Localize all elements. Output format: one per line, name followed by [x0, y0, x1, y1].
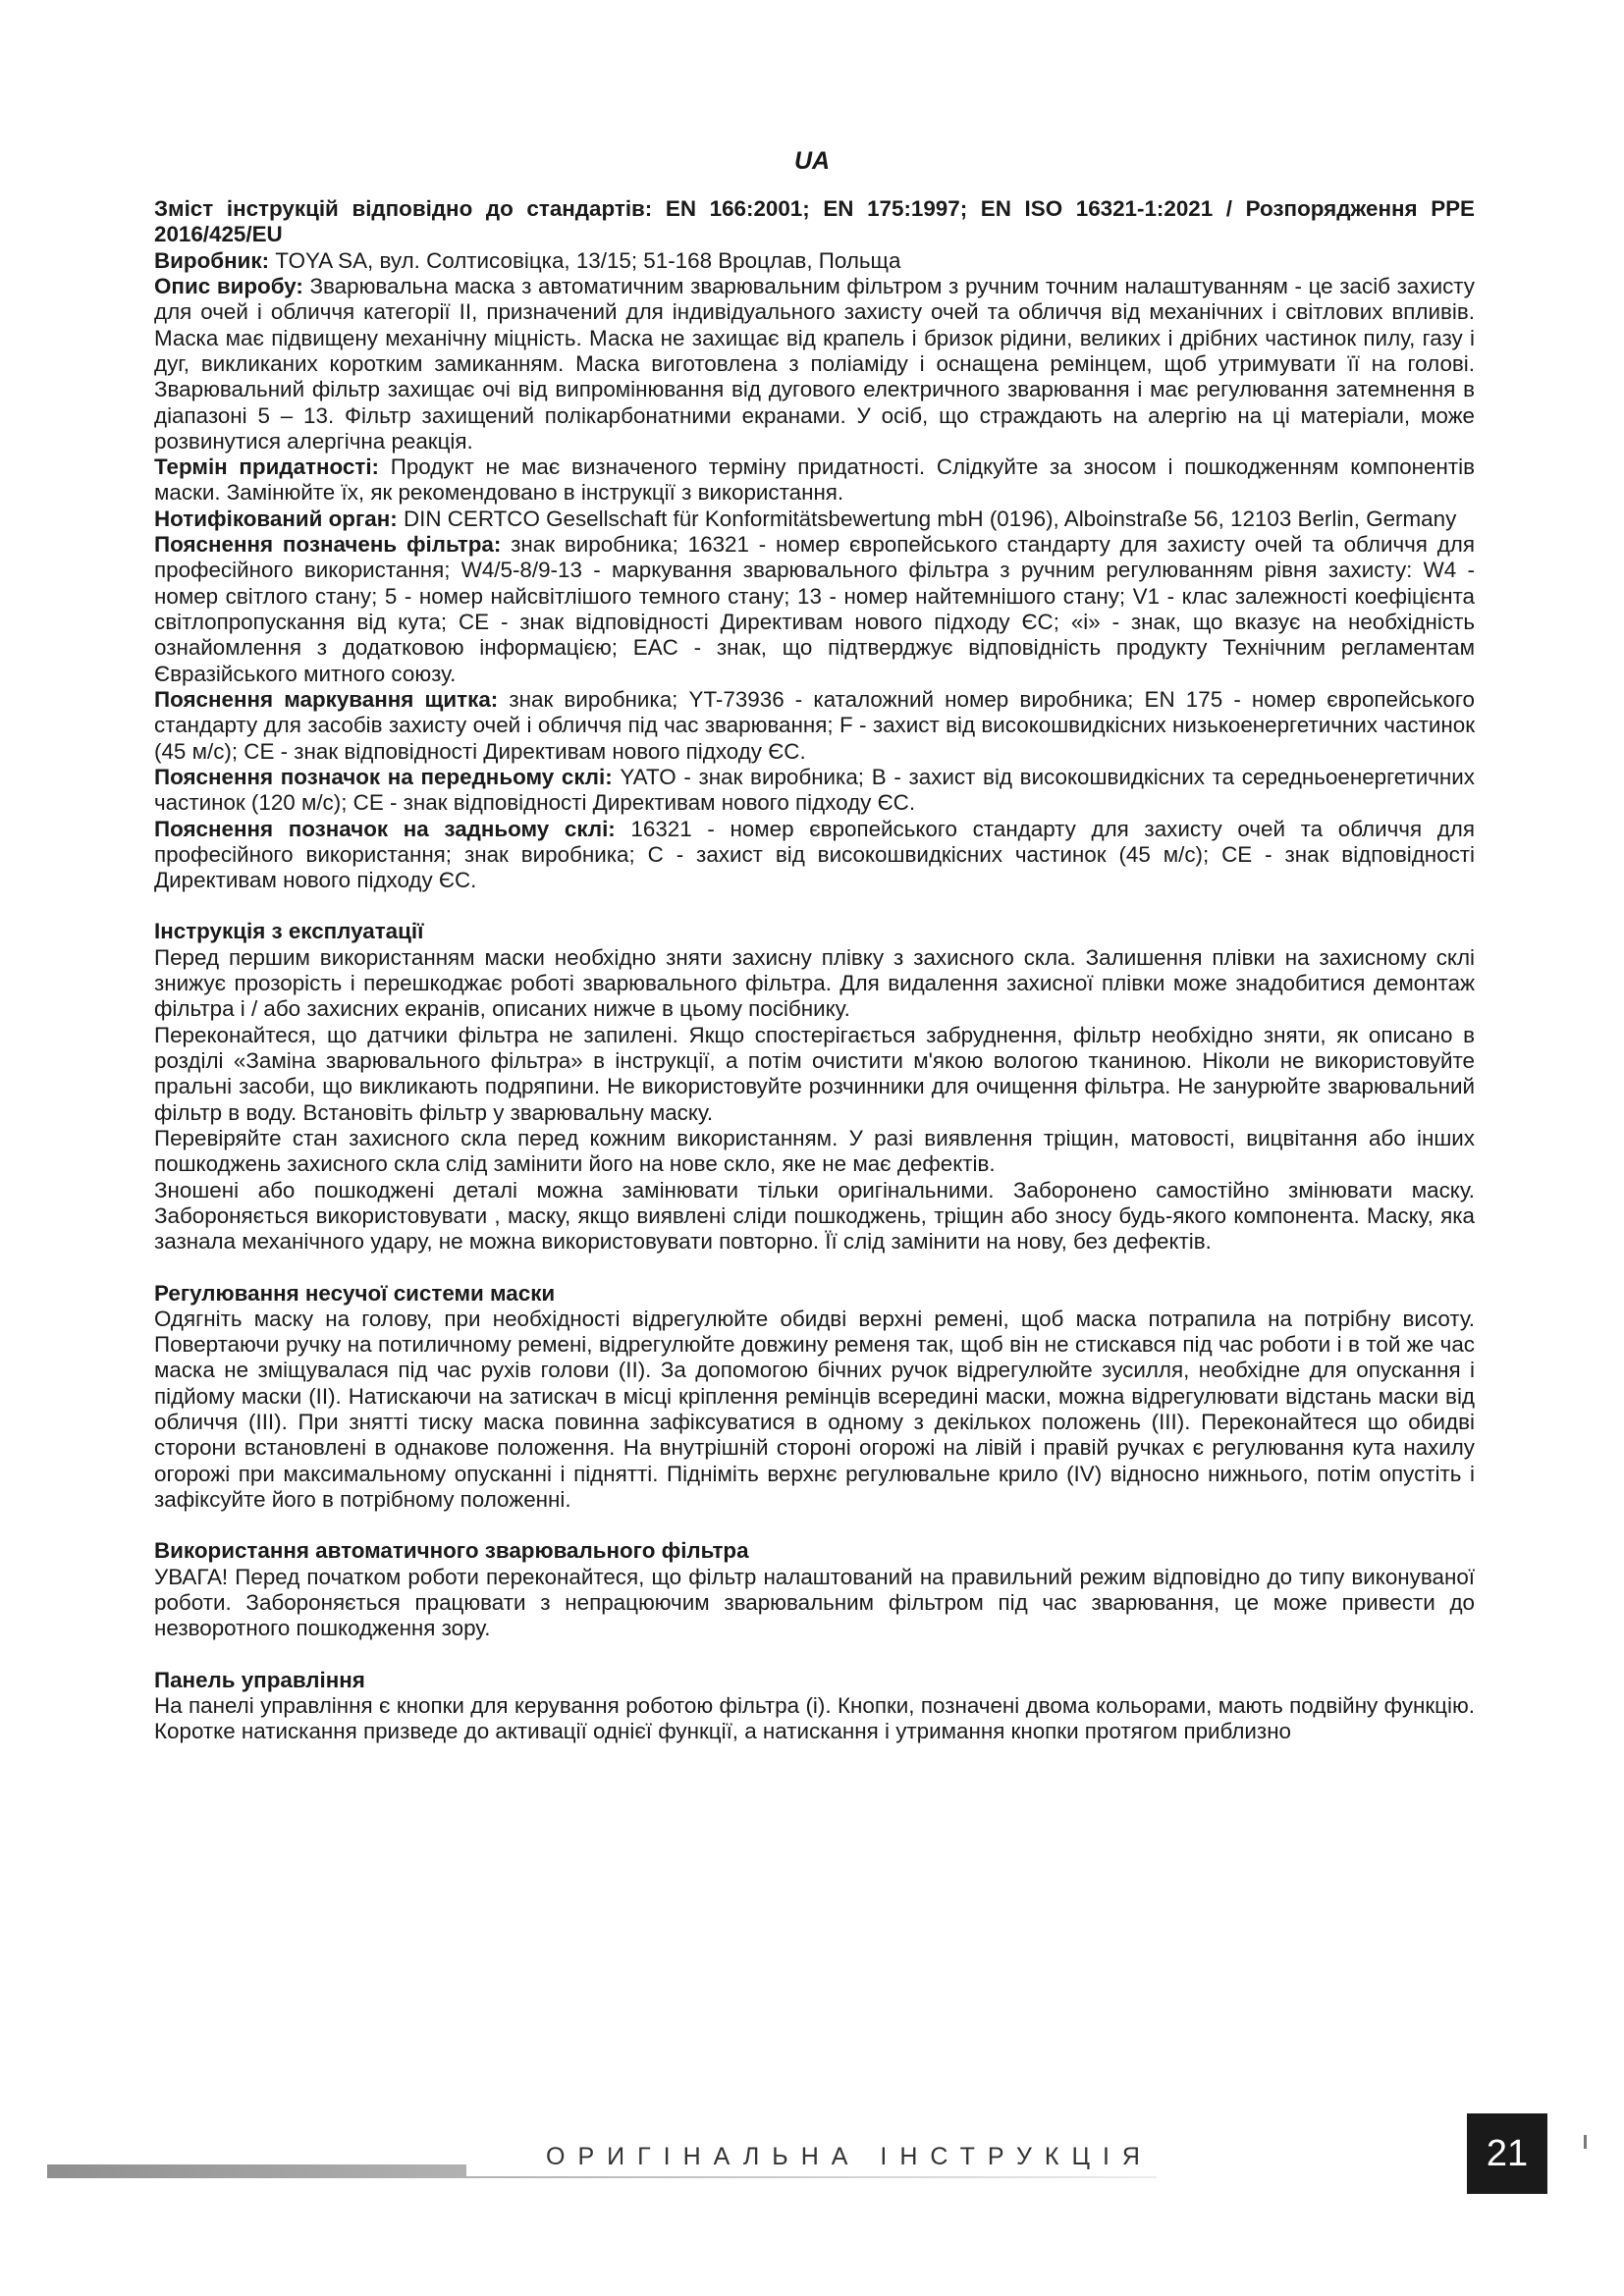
auto-filter-heading: Використання автоматичного зварювального фільтра — [154, 1538, 749, 1564]
description-label: Опис виробу: — [154, 273, 303, 298]
edge-mark — [1584, 2135, 1587, 2149]
front-glass-label: Пояснення позначок на передньому склі: — [154, 764, 613, 789]
filter-marking-text: знак виробника; 16321 - номер європейського стандарту для захисту очей та обличчя для професійного використання; W4/5-8/9-13 - маркування зварювального фільтра з ручним регулюванням рівня захисту: W4 - номер світлого стану; 5 - номер найсвітлішого темного стану; 13 - номер найтемнішого стану; V1 - клас залежності коефіцієнта світлопропускання від кута; CE - знак відповідності Директивам нового підходу ЄС; «i» - знак, що вказує на необхідність ознайомлення з додатковою інформацією; EAC - знак, що підтверджує відповідність продукту Технічним регламентам Євразійського митного союзу. — [154, 532, 1475, 686]
rear-glass-label: Пояснення позначок на задньому склі: — [154, 816, 616, 841]
front-glass-text: YATO - знак виробника; B - захист від високошвидкісних та середньоенергетичних частинок (120 м/с); CE - знак відповідності Директивам нового підходу ЄС. — [154, 764, 1476, 816]
shield-marking-text: знак виробника; YT-73936 - каталожний номер виробника; EN 175 - номер європейського стандарту для засобів захисту очей і обличчя під час зварювання; F - захист від високошвидкісних низькоенергетичних частинок (45 м/с); CE - знак відповідності Директивам нового підходу ЄС. — [154, 686, 1475, 764]
operation-paragraph-3: Перевіряйте стан захисного скла перед кожним використанням. У разі виявлення тріщин, матовості, вицвітання або інших пошкоджень захисного скла слід замінити його на нове скло, яке не має дефектів. — [154, 1125, 1475, 1177]
footer-title: ОРИГІНАЛЬНА ІНСТРУКЦІЯ — [466, 2143, 1232, 2176]
operation-heading: Інструкція з експлуатації — [154, 919, 424, 944]
rear-glass-text: 16321 - номер європейського стандарту для захисту очей та обличчя для професійного використання; знак виробника; C - захист від високошвидкісних частинок (45 м/с); CE - знак відповідності Директивам нового підходу ЄС. — [154, 816, 1475, 893]
notified-body-paragraph — [154, 507, 1475, 532]
description-paragraph — [154, 274, 1475, 454]
rear-glass-paragraph — [154, 817, 1475, 894]
standards-text: Зміст інструкцій відповідно до стандартів: EN 166:2001; EN 175:1997; EN ISO 16321-1:2021 / Розпорядження PPE 2016/425/EU — [154, 196, 1475, 247]
adjustment-heading: Регулювання несучої системи маски — [154, 1280, 556, 1306]
auto-filter-paragraph: УВАГА! Перед початком роботи переконайтеся, що фільтр налаштований на правильний режим відповідно до типу виконуваної роботи. Забороняється працювати з непрацюючим зварювальним фільтром під час зварювання, це може привести до незворотного пошкодження зору. — [154, 1564, 1475, 1641]
filter-marking-paragraph — [154, 532, 1475, 687]
control-panel-paragraph: На панелі управління є кнопки для керування роботою фільтра (i). Кнопки, позначені двома кольорами, мають подвійну функцію. Коротке натискання призведе до активації однієї функції, а натискання і утримання кнопки протягом приблизно — [154, 1692, 1475, 1744]
shelf-life-text: Продукт не має визначеного терміну придатності. Слідкуйте за зносом і пошкодженням компонентів маски. Замінюйте їх, як рекомендовано в інструкції з використання. — [154, 454, 1475, 506]
operation-paragraph-2: Переконайтеся, що датчики фільтра не запилені. Якщо спостерігається забруднення, фільтр необхідно зняти, як описано в розділі «Заміна зварювального фільтра» в інструкції, а потім очистити м'якою вологою тканиною. Ніколи не використовуйте пральні засоби, що викликають подряпини. Не використовуйте розчинники для очищення фільтра. Не занурюйте зварювальний фільтр в воду. Встановіть фільтр у зварювальну маску. — [154, 1022, 1475, 1125]
document-body — [154, 196, 1475, 1745]
manufacturer-label: Виробник: — [154, 247, 270, 273]
operation-paragraph-4: Зношені або пошкоджені деталі можна замінювати тільки оригінальними. Заборонено самостійно змінювати маску. Забороняється використовувати , маску, якщо виявлені сліди пошкоджень, тріщин або зносу будь-якого компонента. Маску, яка зазнала механічного удару, не можна використовувати повторно. Її слід замінити на нову, без дефектів. — [154, 1177, 1475, 1255]
control-panel-heading: Панель управління — [154, 1667, 365, 1692]
shield-marking-paragraph — [154, 687, 1475, 765]
filter-marking-label: Пояснення позначень фільтра: — [154, 532, 502, 558]
description-text: Зварювальна маска з автоматичним зварювальним фільтром з ручним точним налаштуванням - це засіб захисту для очей і обличчя категорії II, призначений для індивідуального захисту очей та обличчя від механічних і світлових впливів. Маска має підвищену механічну міцність. Маска не захищає від крапель і бризок рідини, великих і дрібних частинок пилу, газу і дуг, викликаних коротким замиканням. Маска виготовлена з поліаміду і оснащена ремінцем, щоб утримувати її на голові. Зварювальний фільтр захищає очі від випромінювання від дугового електричного зварювання і має регулювання затемнення в діапазоні 5 – 13. Фільтр захищений полікарбонатними екранами. У осіб, що страждають на алергію на ці матеріали, може розвинутися алергічна реакція. — [154, 273, 1475, 454]
front-glass-paragraph — [154, 765, 1475, 817]
manufacturer-paragraph — [154, 248, 1475, 274]
shelf-life-label: Термін придатності: — [154, 454, 380, 480]
manufacturer-text: TOYA SA, вул. Солтисовіцка, 13/15; 51-168 Вроцлав, Польща — [269, 247, 901, 273]
shelf-life-paragraph — [154, 454, 1475, 507]
operation-paragraph-1: Перед першим використанням маски необхідно зняти захисну плівку з захисного скла. Залишення плівки на захисному склі знижує прозорість і перешкоджає роботі зварювального фільтра. Для видалення захисної плівки може знадобитися демонтаж фільтра і / або захисних екранів, описаних нижче в цьому посібнику. — [154, 944, 1475, 1022]
language-code: UA — [793, 147, 831, 175]
shield-marking-label: Пояснення маркування щитка: — [154, 686, 499, 712]
notified-body-text: DIN CERTCO Gesellschaft für Konformitätsbewertung mbH (0196), Alboinstraße 56, 12103 Berlin, Germany — [397, 506, 1457, 531]
notified-body-label: Нотифікований орган: — [154, 506, 398, 531]
page-number: 21 — [1467, 2113, 1547, 2194]
standards-line — [154, 196, 1475, 248]
adjustment-paragraph: Одягніть маску на голову, при необхідності відрегулюйте обидві верхні ремені, щоб маска потрапила на потрібну висоту. Повертаючи ручку на потиличному ремені, відрегулюйте довжину ременя так, щоб він не стискався під час роботи і в той же час маска не зміщувалася під час рухів голови (II). За допомогою бічних ручок відрегулюйте зусилля, необхідне для опускання і підйому маски (II). Натискаючи на затискач в місці кріплення ремінців всередині маски, можна відрегулювати відстань маски від обличчя (III). При знятті тиску маска повинна зафіксуватися в одному з декількох положень (III). Переконайтеся що обидві сторони встановлені в однакове положення. На внутрішній стороні огорожі на лівій і правій ручках є регулювання кута нахилу огорожі при максимальному опусканні і піднятті. Підніміть верхнє регулювальне крило (IV) відносно нижнього, потім опустіть і зафіксуйте його в потрібному положенні. — [154, 1306, 1475, 1512]
